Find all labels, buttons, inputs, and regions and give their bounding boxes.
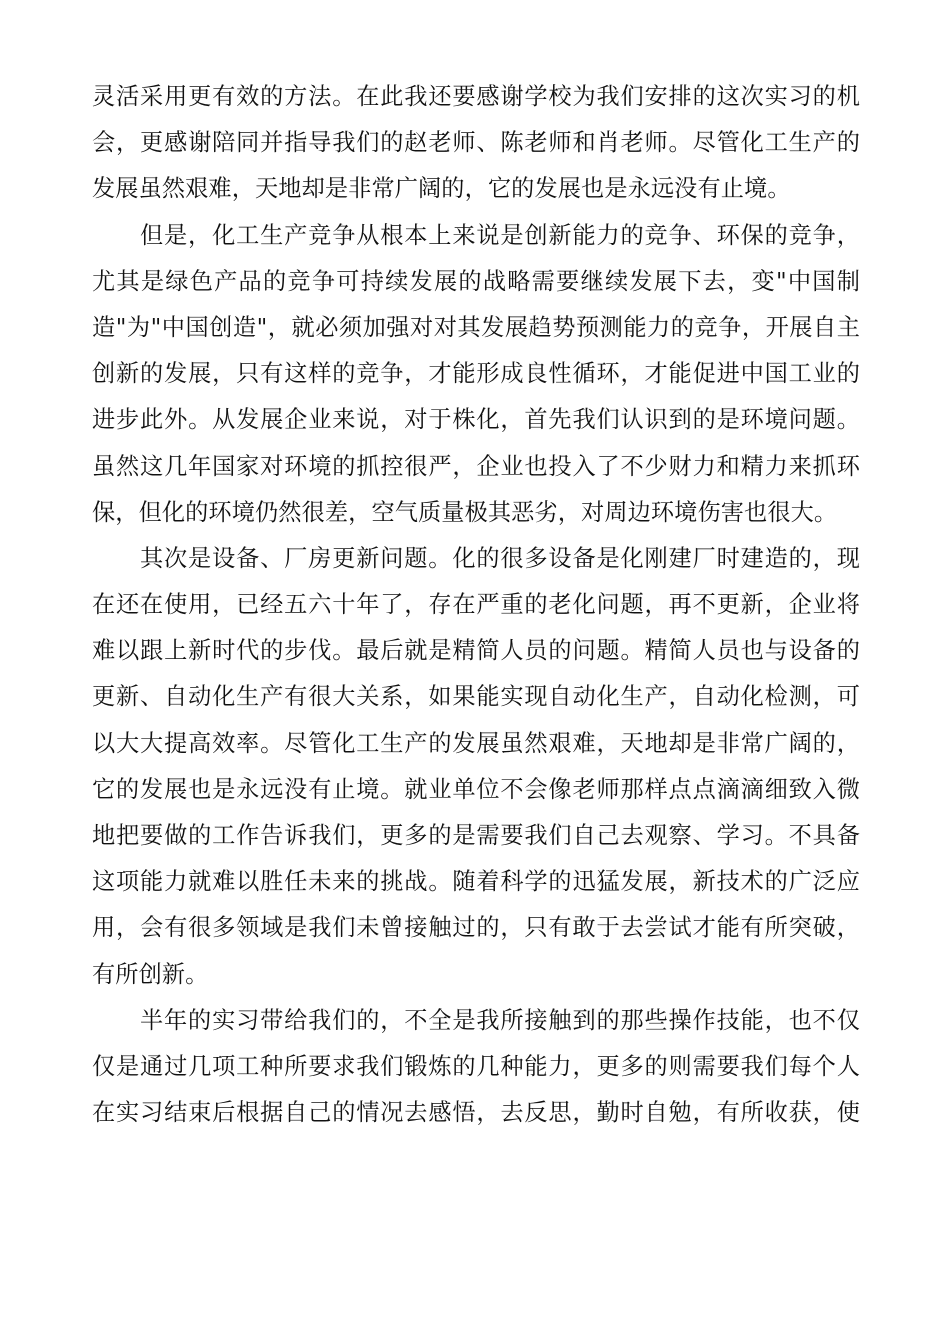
text-line: 其次是设备、厂房更新问题。化的很多设备是化刚建厂时建造的，现 bbox=[140, 544, 860, 572]
paragraph-1 bbox=[92, 74, 860, 213]
text-line: 它的发展也是永远没有止境。就业单位不会像老师那样点点滴滴细致入微 bbox=[92, 775, 860, 803]
text-line: 在还在使用，已经五六十年了，存在严重的老化问题，再不更新，企业将 bbox=[92, 591, 860, 619]
text-line: 尤其是绿色产品的竞争可持续发展的战略需要继续发展下去，变"中国制 bbox=[92, 267, 860, 295]
text-line: 但是，化工生产竞争从根本上来说是创新能力的竞争、环保的竞争， bbox=[140, 221, 860, 249]
text-line: 这项能力就难以胜任未来的挑战。随着科学的迅猛发展，新技术的广泛应 bbox=[92, 868, 860, 896]
text-line: 创新的发展，只有这样的竞争，才能形成良性循环，才能促进中国工业的 bbox=[92, 360, 860, 388]
text-line: 虽然这几年国家对环境的抓控很严，企业也投入了不少财力和精力来抓环 bbox=[92, 452, 860, 480]
text-line: 灵活采用更有效的方法。在此我还要感谢学校为我们安排的这次实习的机 bbox=[92, 83, 860, 110]
text-line: 保，但化的环境仍然很差，空气质量极其恶劣，对周边环境伤害也很大。 bbox=[92, 498, 838, 526]
text-line: 用，会有很多领域是我们未曾接触过的，只有敢于去尝试才能有所突破， bbox=[92, 914, 860, 942]
paragraph-2 bbox=[92, 213, 860, 536]
text-line: 会，更感谢陪同并指导我们的赵老师、陈老师和肖老师。尽管化工生产的 bbox=[92, 129, 860, 157]
text-line: 进步此外。从发展企业来说，对于株化，首先我们认识到的是环境问题。 bbox=[92, 406, 860, 434]
paragraph-3 bbox=[92, 536, 860, 998]
text-line: 以大大提高效率。尽管化工生产的发展虽然艰难，天地却是非常广阔的， bbox=[92, 729, 860, 757]
paragraph-4 bbox=[92, 998, 860, 1137]
text-line: 造"为"中国创造"，就必须加强对对其发展趋势预测能力的竞争，开展自主 bbox=[92, 313, 860, 341]
text-line: 更新、自动化生产有很大关系，如果能实现自动化生产，自动化检测，可 bbox=[92, 683, 860, 711]
text-line: 发展虽然艰难，天地却是非常广阔的，它的发展也是永远没有止境。 bbox=[92, 175, 791, 203]
text-line: 仅是通过几项工种所要求我们锻炼的几种能力，更多的则需要我们每个人 bbox=[92, 1052, 860, 1080]
text-line: 半年的实习带给我们的，不全是我所接触到的那些操作技能，也不仅 bbox=[140, 1006, 860, 1034]
text-line: 地把要做的工作告诉我们，更多的是需要我们自己去观察、学习。不具备 bbox=[92, 822, 860, 849]
document-body bbox=[92, 74, 860, 1136]
text-line: 在实习结束后根据自己的情况去感悟，去反思，勤时自勉，有所收获，使 bbox=[92, 1099, 860, 1127]
text-line: 难以跟上新时代的步伐。最后就是精简人员的问题。精简人员也与设备的 bbox=[92, 637, 860, 665]
text-line: 有所创新。 bbox=[92, 960, 209, 988]
